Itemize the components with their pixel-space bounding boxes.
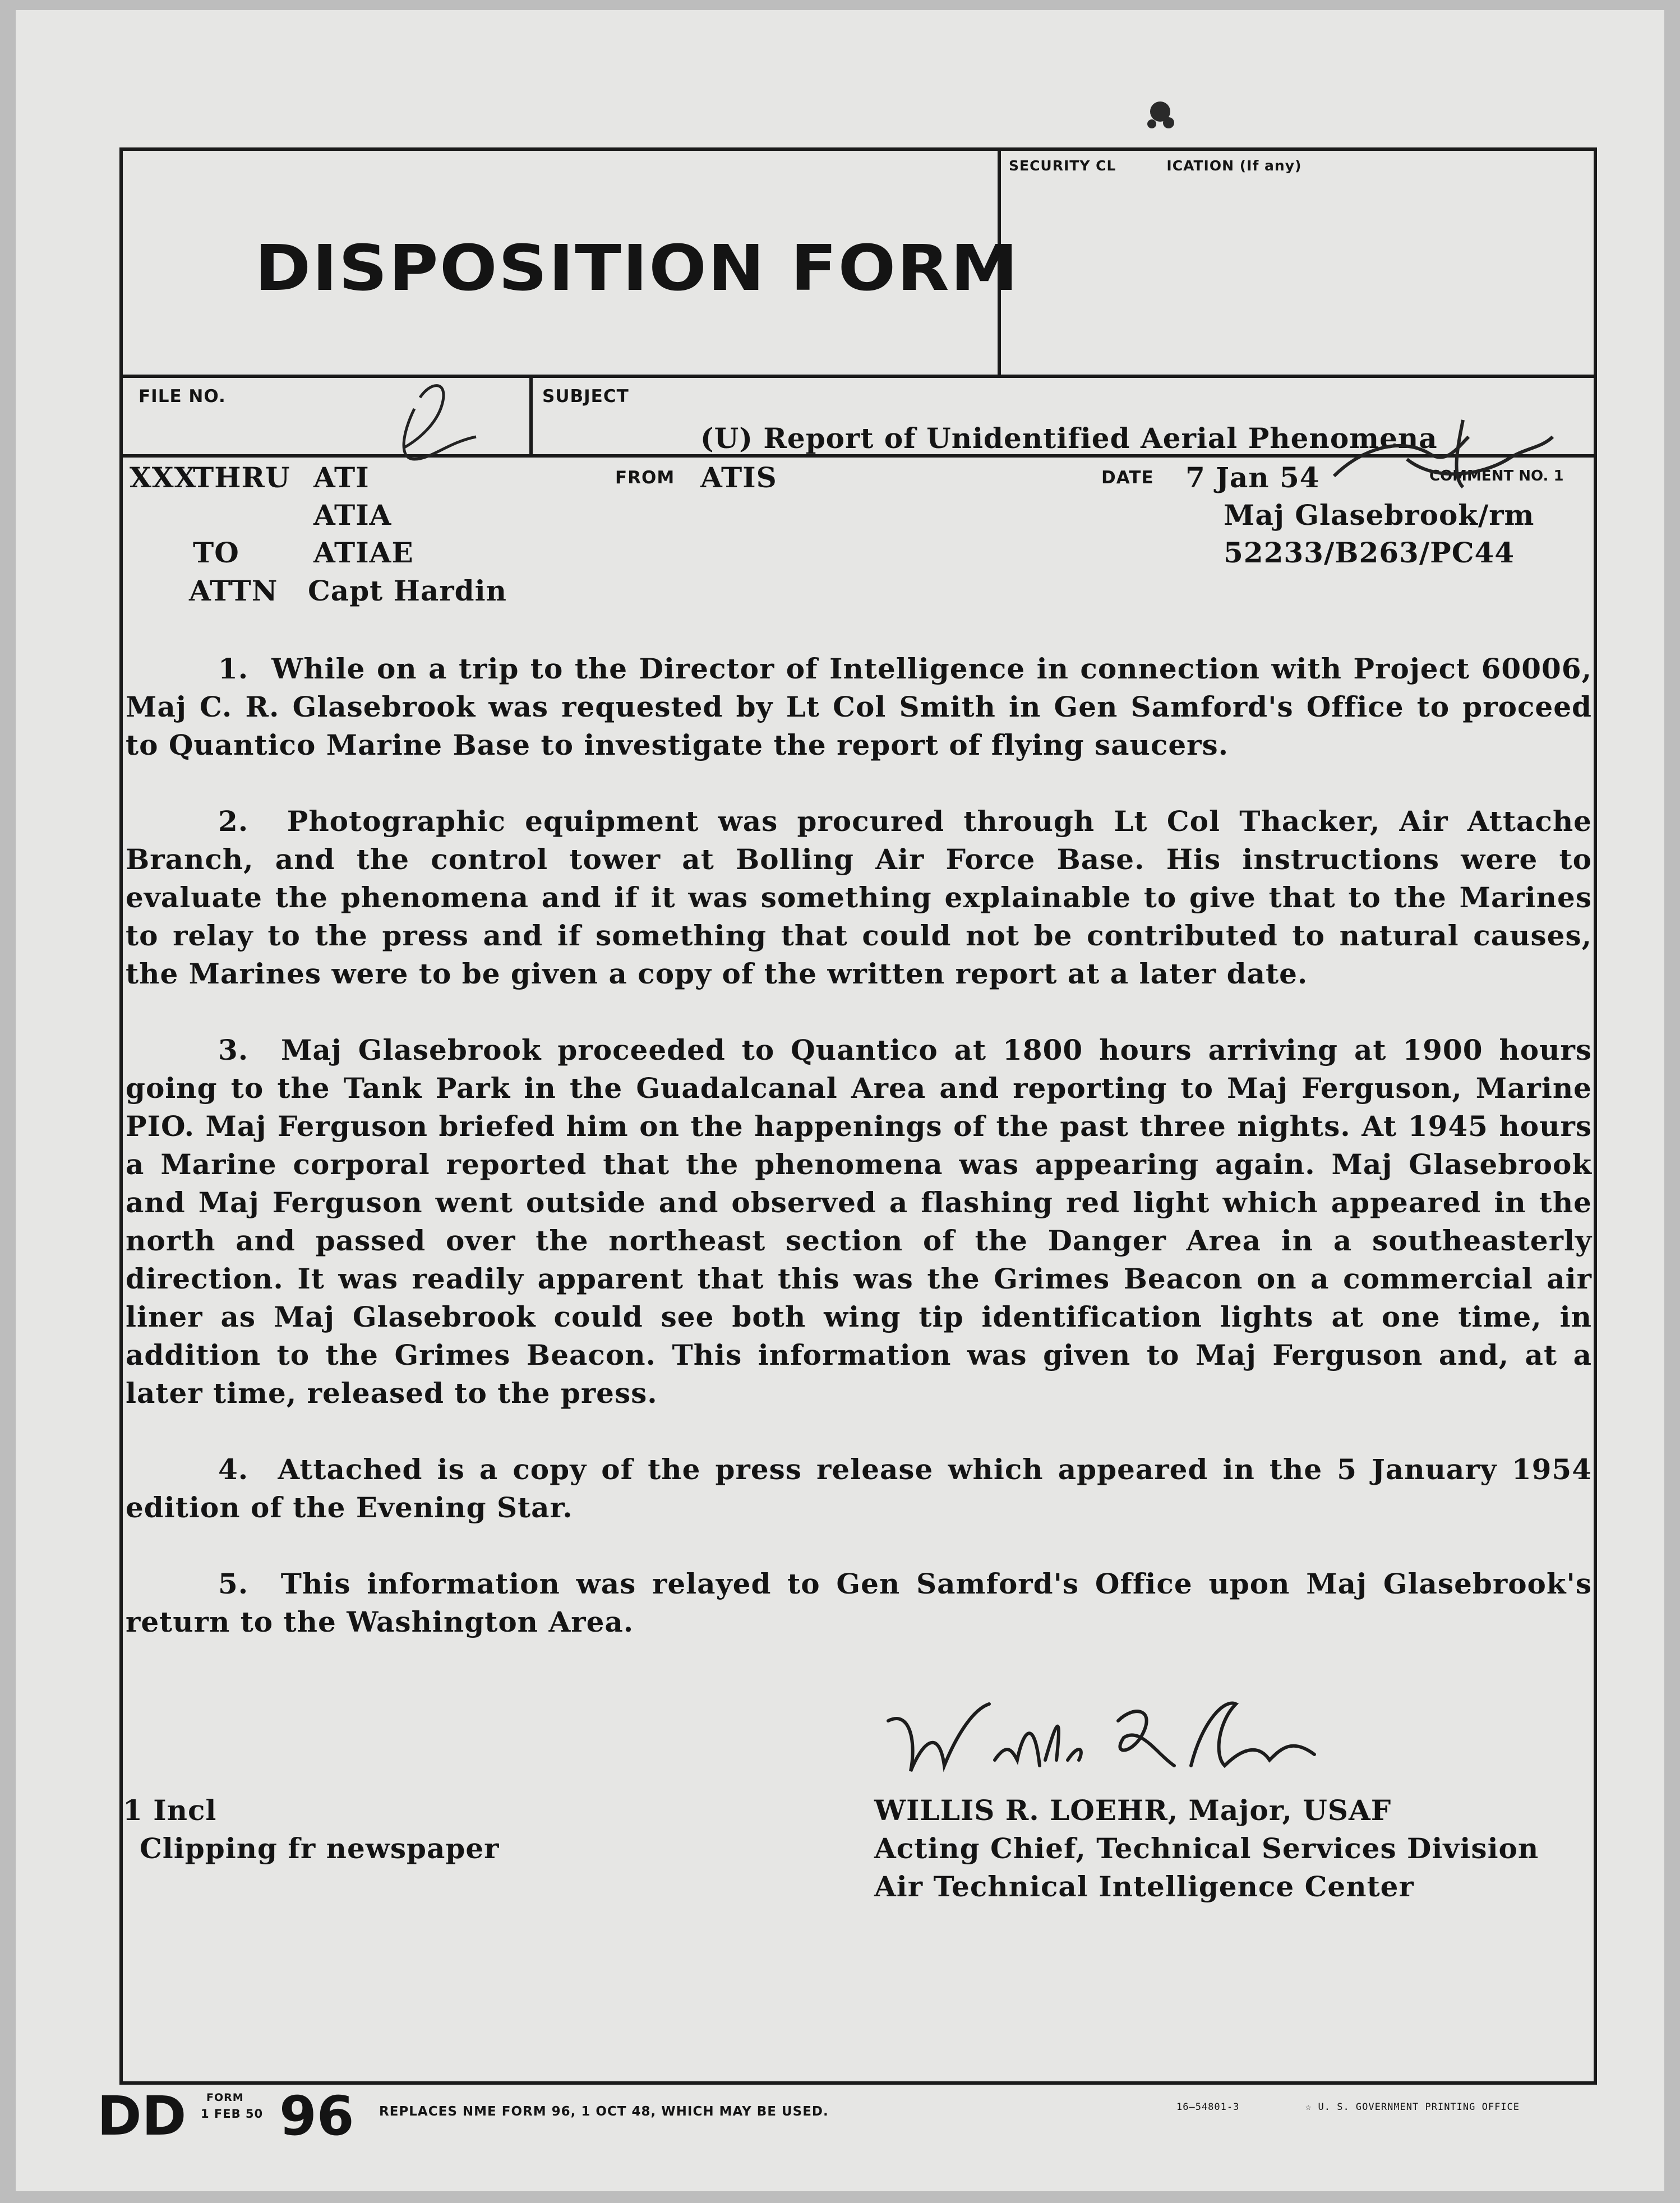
security-label: SECURITY CL ICATION (If any) (1009, 158, 1302, 174)
file-subject-divider (529, 375, 533, 458)
footer-print-code: 16—54801-3 (1176, 2102, 1240, 2113)
to-value: ATIAE (313, 536, 414, 569)
subject-text: (U) Report of Unidentified Aerial Phenomena (700, 422, 1438, 455)
header-bottom-rule (123, 375, 1594, 378)
originator: Maj Glasebrook/rm (1224, 498, 1535, 532)
footer-dd: DD (97, 2085, 187, 2147)
date-value: 7 Jan 54 (1185, 461, 1320, 494)
footer-replaces-note: REPLACES NME FORM 96, 1 OCT 48, WHICH MAY BE USED. (379, 2104, 829, 2119)
comment-label: COMMENT NO. 1 (1429, 468, 1564, 484)
disposition-form (119, 147, 1597, 2085)
paragraph-3: 3. Maj Glasebrook proceeded to Quantico at 1800 hours arriving at 1900 hours going to the Tank Park in the Guadalcanal Area and reporting to Maj Ferguson, Marine PIO. Maj Ferguson briefed him on the happenings of the past three nights. At 1945 hours a Marine corporal reported that the phenomena was appearing again. Maj Glasebrook and Maj Ferguson went outside and observed a flashing red light which appeared in the north and passed over the northeast section of the Danger Area in a southeasterly direction. It was readily apparent that this was the Grimes Beacon on a commercial air liner as Maj Glasebrook could see both wing tip identification lights at one time, in addition to the Grimes Beacon. This information was given to Maj Ferguson and, at a later time, released to the press. (126, 1033, 1592, 1410)
from-label: FROM (615, 468, 675, 488)
signature-image (877, 1687, 1337, 1811)
handwritten-scribble (1323, 414, 1558, 498)
thru-label: THRU (193, 461, 290, 494)
form-title: DISPOSITION FORM (255, 232, 1019, 305)
signer-title-2: Air Technical Intelligence Center (874, 1870, 1414, 1903)
footer-form-date: 1 FEB 50 (201, 2107, 264, 2121)
enclosure-count: 1 Incl (123, 1794, 217, 1827)
attn-label: ATTN (189, 574, 278, 607)
paragraph-1: 1. While on a trip to the Director of Intelligence in connection with Project 60006, Maj C. R. Glasebrook was requested by Lt Col Smith in Gen Samford's Office to proceed to Quantico Marine Base to investigate the report of flying saucers. (126, 652, 1592, 761)
signer-name: WILLIS R. LOEHR, Major, USAF (874, 1794, 1392, 1827)
paragraph-5: 5. This information was relayed to Gen Samford's Office upon Maj Glasebrook's return to the Washington Area. (126, 1567, 1592, 1638)
enclosure-description: Clipping fr newspaper (140, 1832, 500, 1865)
date-label: DATE (1101, 468, 1154, 488)
footer-form-number: 96 (279, 2085, 354, 2147)
thru-2: ATIA (313, 498, 392, 532)
file-no-label: FILE NO. (139, 386, 226, 407)
signer-title-1: Acting Chief, Technical Services Division (874, 1832, 1539, 1865)
from-value: ATIS (700, 461, 777, 494)
paragraph-2: 2. Photographic equipment was procured through Lt Col Thacker, Air Attache Branch, and the control tower at Bolling Air Force Base. His instructions were to evaluate the phenomena and if it was something explainable to give that to the Marines to relay to the press and if something that could not be contributed to natural causes, the Marines were to be given a copy of the written report at a later date. (126, 805, 1592, 990)
phone-routing: 52233/B263/PC44 (1224, 536, 1515, 569)
handwritten-initials (381, 375, 482, 476)
to-label: TO (193, 536, 239, 569)
paragraph-4: 4. Attached is a copy of the press release which appeared in the 5 January 1954 edition of the Evening Star. (126, 1453, 1592, 1524)
ink-blot (1135, 89, 1191, 140)
body-text (126, 650, 1592, 1641)
star-icon: ☆ (1305, 2102, 1312, 2113)
document-sheet (16, 10, 1664, 2191)
subject-label: SUBJECT (542, 386, 629, 407)
attn-value: Capt Hardin (308, 574, 507, 607)
thru-1: ATI (313, 461, 370, 494)
footer-form-word: FORM (206, 2091, 244, 2104)
routing-xx: XXX (130, 461, 197, 494)
footer-printer: ☆ U. S. GOVERNMENT PRINTING OFFICE (1305, 2102, 1520, 2113)
